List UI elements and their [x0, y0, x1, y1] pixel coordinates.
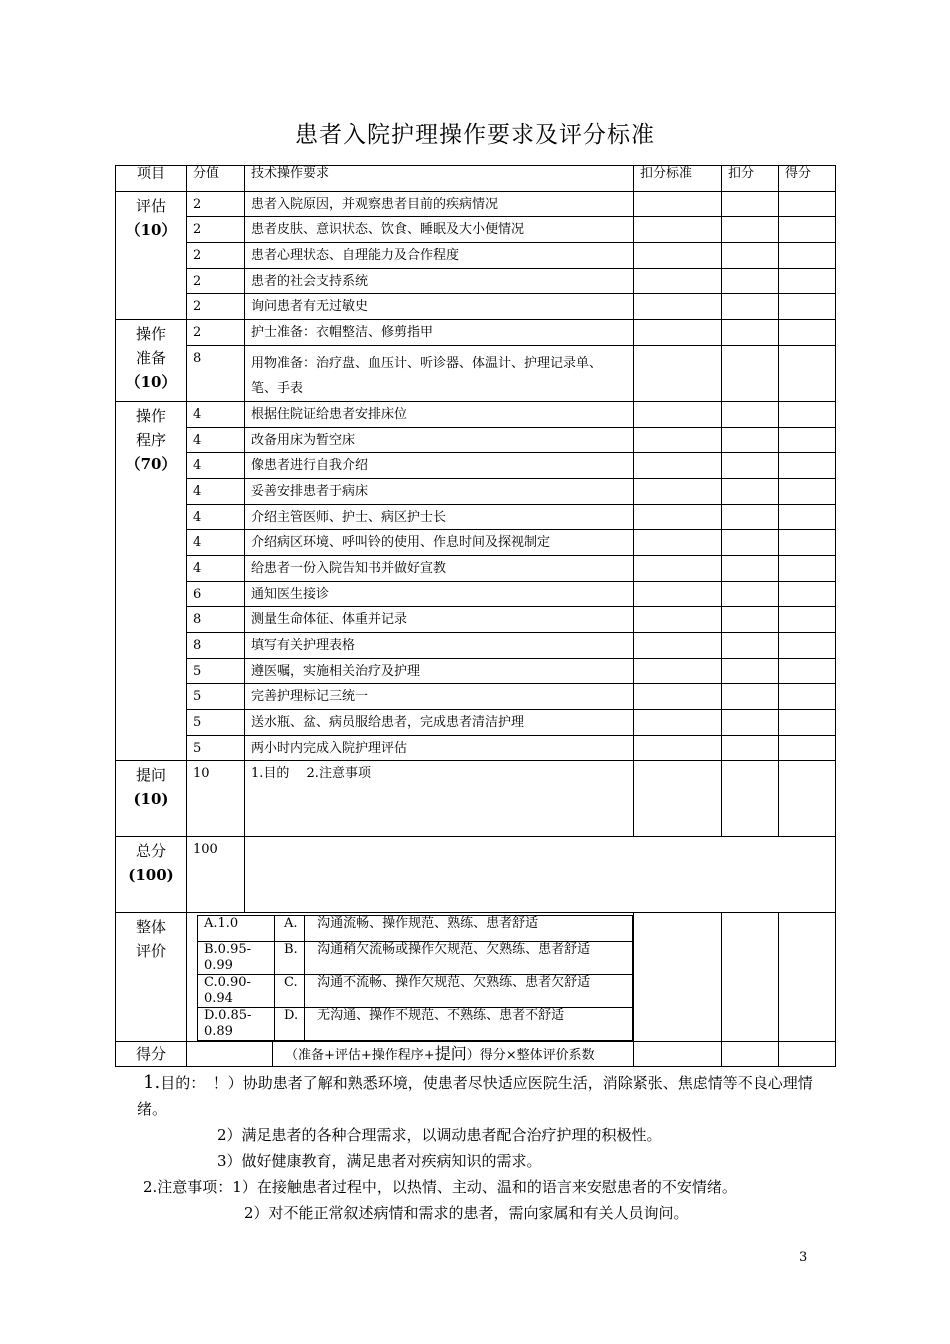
requirement-cell: 用物准备：治疗盘、血压计、听诊器、体温计、护理记录单、笔、手表	[245, 345, 634, 401]
table-row	[116, 633, 836, 659]
score-cell: 5	[187, 658, 245, 684]
table-row	[116, 735, 836, 761]
page-title: 患者入院护理操作要求及评分标准	[295, 122, 655, 148]
table-row	[116, 453, 836, 479]
requirement-cell: 通知医生接诊	[245, 581, 634, 607]
requirement-cell: 1.目的 2.注意事项	[245, 761, 634, 837]
section-total: 总分 (100)	[116, 837, 187, 913]
requirement-cell: 送水瓶、盆、病员服给患者，完成患者清洁护理	[245, 710, 634, 736]
overall-grades-cell	[187, 913, 634, 1042]
final-formula-cell: （准备+评估+操作程序+提问）得分×整体评价系数	[187, 1042, 634, 1067]
page-number: 3	[799, 1250, 808, 1265]
header-earned: 得分	[779, 166, 836, 192]
notes-section	[137, 1070, 817, 1226]
requirement-cell: 根据住院证给患者安排床位	[245, 401, 634, 427]
score-cell: 6	[187, 581, 245, 607]
score-cell: 10	[187, 761, 245, 837]
table-row	[116, 504, 836, 530]
requirement-cell: 患者的社会支持系统	[245, 268, 634, 294]
table-row	[116, 581, 836, 607]
requirement-cell: 患者皮肤、意识状态、饮食、睡眠及大小便情况	[245, 217, 634, 243]
score-cell: 100	[187, 837, 245, 913]
table-row	[116, 478, 836, 504]
requirement-cell: 介绍主管医师、护士、病区护士长	[245, 504, 634, 530]
score-cell: 2	[187, 320, 245, 346]
requirement-cell: 护士准备：衣帽整洁、修剪指甲	[245, 320, 634, 346]
section-question: 提问 (10)	[116, 761, 187, 837]
score-cell: 2	[187, 191, 245, 217]
note-caution-2: 2）对不能正常叙述病情和需求的患者，需向家属和有关人员询问。	[244, 1204, 689, 1222]
requirement-cell: 介绍病区环境、呼叫铃的使用、作息时间及探视制定	[245, 530, 634, 556]
score-cell: 2	[187, 294, 245, 320]
score-cell: 2	[187, 268, 245, 294]
score-cell: 4	[187, 555, 245, 581]
requirement-cell: 完善护理标记三统一	[245, 684, 634, 710]
grade-row: D.0.85-0.89 D. 无沟通、操作不规范、不熟练、患者不舒适	[198, 1008, 633, 1041]
table-row	[116, 555, 836, 581]
table-row	[116, 243, 836, 269]
requirement-cell: 给患者一份入院告知书并做好宣教	[245, 555, 634, 581]
requirement-cell: 患者心理状态、自理能力及合作程度	[245, 243, 634, 269]
score-cell: 4	[187, 427, 245, 453]
header-deduct: 扣分	[722, 166, 779, 192]
section-final: 得分	[116, 1042, 187, 1067]
requirement-cell: 测量生命体征、体重并记录	[245, 607, 634, 633]
requirement-cell: 两小时内完成入院护理评估	[245, 735, 634, 761]
table-row	[116, 710, 836, 736]
table-row	[116, 658, 836, 684]
table-row	[116, 427, 836, 453]
score-cell: 5	[187, 710, 245, 736]
table-row	[116, 268, 836, 294]
grade-row: A.1.0 A. 沟通流畅、操作规范、熟练、患者舒适	[198, 916, 633, 942]
requirement-cell: 像患者进行自我介绍	[245, 453, 634, 479]
requirement-cell: 患者入院原因，并观察患者目前的疾病情况	[245, 191, 634, 217]
header-deduct-standard: 扣分标准	[634, 166, 722, 192]
section-assess: 评估 （10）	[116, 191, 187, 319]
table-row	[116, 530, 836, 556]
table-row	[116, 191, 836, 217]
score-cell: 8	[187, 633, 245, 659]
score-cell: 5	[187, 684, 245, 710]
note-purpose-2: 2）满足患者的各种合理需求，以调动患者配合治疗护理的积极性。	[217, 1126, 662, 1144]
deduct-cell	[722, 191, 779, 217]
note-purpose-1: 1.目的： ！）协助患者了解和熟悉环境，使患者尽快适应医院生活，消除紧张、焦虑情等不良心理情绪。	[137, 1072, 813, 1118]
table-row	[116, 345, 836, 401]
score-cell: 2	[187, 243, 245, 269]
grade-row: C.0.90-0.94 C. 沟通不流畅、操作欠规范、欠熟练、患者欠舒适	[198, 975, 633, 1008]
header-requirement: 技术操作要求	[245, 166, 634, 192]
score-cell: 8	[187, 345, 245, 401]
score-cell: 4	[187, 401, 245, 427]
table-row	[116, 401, 836, 427]
table-row	[116, 1042, 836, 1067]
grade-row: B.0.95-0.99 B. 沟通稍欠流畅或操作欠规范、欠熟练、患者舒适	[198, 942, 633, 975]
table-row	[116, 684, 836, 710]
table-row	[116, 913, 836, 1042]
score-cell: 8	[187, 607, 245, 633]
requirement-cell: 填写有关护理表格	[245, 633, 634, 659]
section-overall: 整体 评价	[116, 913, 187, 1042]
score-cell: 4	[187, 530, 245, 556]
table-row	[116, 761, 836, 837]
table-row	[116, 217, 836, 243]
requirement-cell: 遵医嘱，实施相关治疗及护理	[245, 658, 634, 684]
section-procedure: 操作 程序 （70）	[116, 401, 187, 761]
table-row	[116, 320, 836, 346]
scoring-table	[115, 165, 836, 1067]
score-cell: 2	[187, 217, 245, 243]
score-cell: 5	[187, 735, 245, 761]
requirement-cell: 改备用床为暂空床	[245, 427, 634, 453]
requirement-cell: 妥善安排患者于病床	[245, 478, 634, 504]
table-row	[116, 837, 836, 913]
table-row	[116, 607, 836, 633]
score-cell: 4	[187, 478, 245, 504]
note-purpose-3: 3）做好健康教育，满足患者对疾病知识的需求。	[217, 1152, 542, 1170]
score-cell: 4	[187, 504, 245, 530]
table-row	[116, 294, 836, 320]
header-score: 分值	[187, 166, 245, 192]
header-item: 项目	[116, 166, 187, 192]
note-caution-1: 2.注意事项：1）在接触患者过程中，以热情、主动、温和的语言来安慰患者的不安情绪。	[143, 1178, 737, 1196]
table-header-row	[116, 166, 836, 192]
earned-cell	[779, 191, 836, 217]
total-blank-cell	[245, 837, 836, 913]
requirement-cell: 询问患者有无过敏史	[245, 294, 634, 320]
section-prep: 操作 准备 （10）	[116, 320, 187, 402]
score-cell: 4	[187, 453, 245, 479]
deduct-standard-cell	[634, 191, 722, 217]
